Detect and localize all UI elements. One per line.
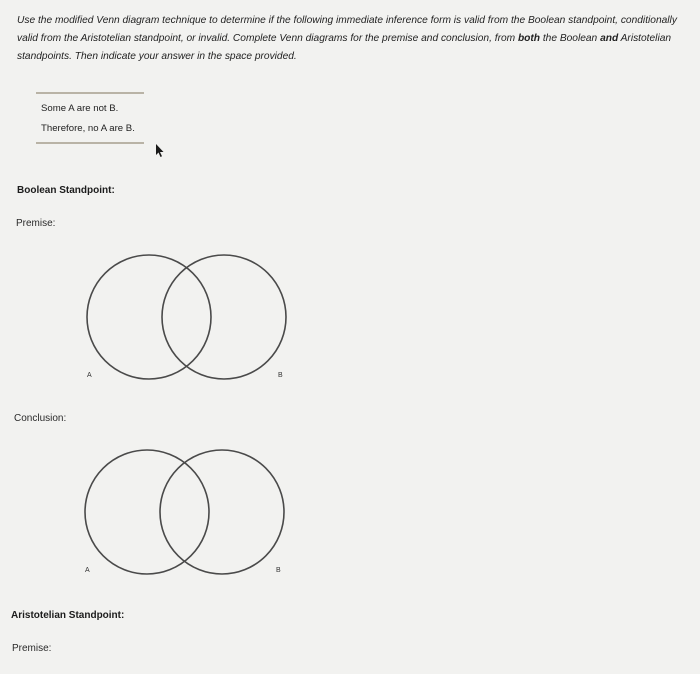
argument-top-rule — [36, 92, 144, 94]
instructions-bold-both: both — [517, 33, 541, 44]
circle-a-label: A — [85, 567, 90, 574]
circle-a-label: A — [87, 372, 92, 379]
circle-b-label: B — [278, 372, 283, 379]
argument-bottom-rule — [36, 142, 144, 144]
circle-a[interactable] — [85, 450, 209, 574]
aristotelian-standpoint-heading: Aristotelian Standpoint: — [11, 610, 125, 621]
instructions-part-3: Aristotelian standpoints. Then indicate your answer in the space provided. — [17, 33, 672, 62]
instructions-bold-and: and — [600, 33, 619, 44]
argument-conclusion: Therefore, no A are B. — [41, 123, 135, 134]
boolean-conclusion-venn-diagram[interactable] — [78, 445, 293, 580]
circle-b-label: B — [276, 567, 281, 574]
boolean-conclusion-label: Conclusion: — [14, 413, 67, 424]
circle-b[interactable] — [162, 255, 286, 379]
instructions-part-1: Use the modified Venn diagram technique to determine if the following immediate inference form is valid from the Boolean standpoint, conditionally valid from the Aristotelian standpoint, or invalid. Complete Venn diagrams for the premise and conclusion, from — [17, 15, 677, 44]
circle-b[interactable] — [160, 450, 284, 574]
instructions-text — [17, 12, 693, 66]
circle-a[interactable] — [87, 255, 211, 379]
instructions-part-2: the Boolean — [540, 33, 601, 44]
boolean-premise-label: Premise: — [16, 218, 56, 229]
mouse-cursor-icon — [154, 144, 164, 158]
boolean-premise-venn-diagram[interactable] — [80, 250, 295, 385]
argument-premise: Some A are not B. — [41, 103, 119, 114]
aristotelian-premise-label: Premise: — [12, 643, 52, 654]
boolean-standpoint-heading: Boolean Standpoint: — [17, 185, 115, 196]
